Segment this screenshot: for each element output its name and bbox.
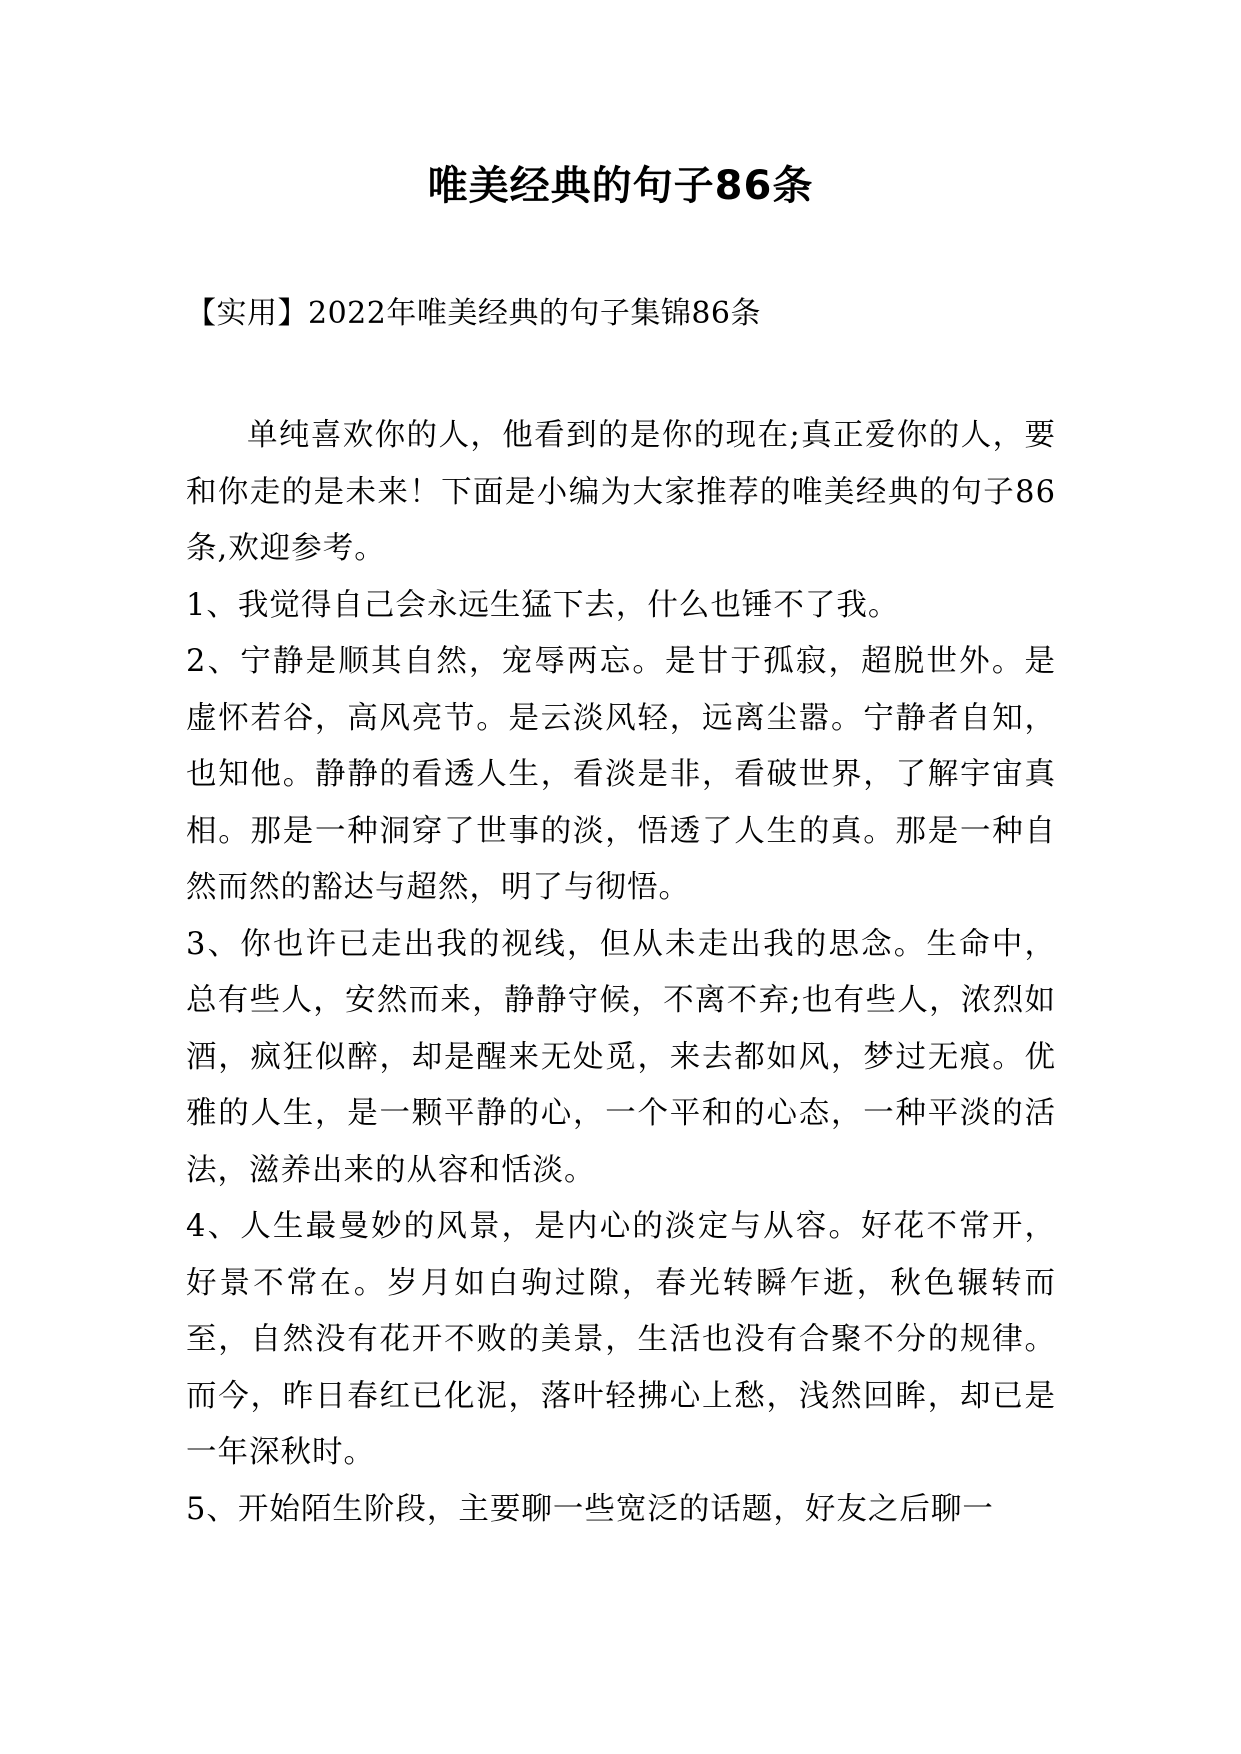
document-body — [186, 408, 1056, 1538]
document-title: 唯美经典的句子86条 — [427, 163, 814, 209]
document-subtitle: 【实用】2022年唯美经典的句子集锦86条 — [186, 296, 762, 331]
list-item: 4、人生最曼妙的风景，是内心的淡定与从容。好花不常开，好景不常在。岁月如白驹过隙，春光转瞬乍逝，秋色辗转而至，自然没有花开不败的美景，生活也没有合聚不分的规律。而今，昨日春红已化泥，落叶轻拂心上愁，浅然回眸，却已是一年深秋时。 — [186, 1209, 1056, 1470]
list-item: 1、我觉得自己会永远生猛下去，什么也锤不了我。 — [186, 587, 900, 623]
list-item: 2、宁静是顺其自然，宠辱两忘。是甘于孤寂，超脱世外。是虚怀若谷，高风亮节。是云淡风轻，远离尘嚣。宁静者自知，也知他。静静的看透人生，看淡是非，看破世界，了解宇宙真相。那是一种洞穿了世事的淡，悟透了人生的真。那是一种自然而然的豁达与超然，明了与彻悟。 — [186, 644, 1056, 905]
list-item: 5、开始陌生阶段，主要聊一些宽泛的话题，好友之后聊一 — [186, 1491, 994, 1527]
intro-paragraph: 单纯喜欢你的人，他看到的是你的现在;真正爱你的人，要和你走的是未来！下面是小编为大家推荐的唯美经典的句子86条,欢迎参考。 — [186, 418, 1056, 566]
list-item: 3、你也许已走出我的视线，但从未走出我的思念。生命中，总有些人，安然而来，静静守候，不离不弃;也有些人，浓烈如酒，疯狂似醉，却是醒来无处觅，来去都如风，梦过无痕。优雅的人生，是一颗平静的心，一个平和的心态，一种平淡的活法，滋养出来的从容和恬淡。 — [186, 926, 1056, 1188]
